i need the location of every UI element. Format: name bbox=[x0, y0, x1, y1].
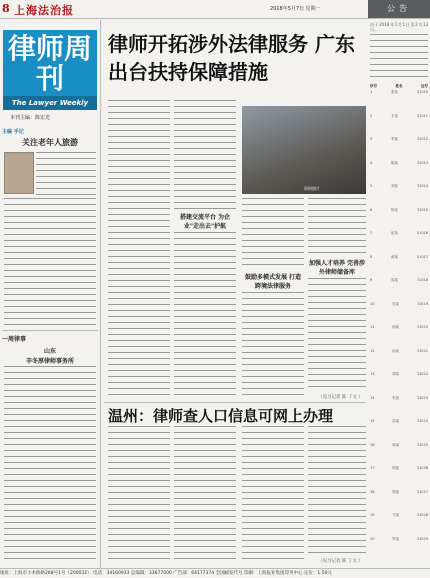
table-cell: 13 bbox=[370, 372, 375, 376]
body-col-4a bbox=[308, 198, 366, 254]
table-cell: 19 bbox=[370, 513, 375, 517]
column-title: 关注老年人旅游 bbox=[22, 138, 78, 147]
table-cell: 17 bbox=[370, 466, 375, 470]
table-cell: 31020 bbox=[416, 325, 428, 329]
table-cell: 31021 bbox=[416, 348, 428, 353]
body-col-4b bbox=[308, 278, 366, 390]
article-photo bbox=[242, 106, 366, 194]
dateline: 2018年5月7日 星期一 bbox=[270, 6, 321, 12]
table-row bbox=[370, 137, 428, 141]
table-cell: 高某 bbox=[392, 419, 400, 423]
notice-intro: 由于2018年1月1日至2月13日... bbox=[370, 22, 428, 32]
table-cell: 11 bbox=[370, 325, 375, 329]
table-row bbox=[370, 90, 428, 94]
page-number: 8 bbox=[2, 2, 10, 15]
bottom-credit: （见习记者 陈 丁文 ） bbox=[318, 559, 363, 564]
table-row bbox=[370, 396, 428, 400]
brand-title: 律师周刊 bbox=[7, 32, 92, 95]
table-cell: 7 bbox=[370, 231, 373, 235]
table-cell: 郭某 bbox=[392, 489, 400, 494]
table-row bbox=[370, 302, 428, 306]
sidebar-sub1: 山东 bbox=[43, 348, 56, 355]
table-cell: 胡某 bbox=[392, 372, 400, 376]
table-row bbox=[370, 114, 428, 118]
table-cell: 31010 bbox=[416, 90, 428, 94]
table-cell: 15 bbox=[370, 419, 375, 423]
table-cell: 张某 bbox=[391, 90, 399, 94]
column-label: 主编 手记 bbox=[2, 129, 24, 135]
masthead: 上海法治报 bbox=[14, 4, 74, 17]
column-text-2 bbox=[4, 198, 96, 328]
th-id: 证号 bbox=[421, 84, 428, 88]
table-cell: 31026 bbox=[416, 466, 428, 470]
photo-credit: 资料图片 bbox=[304, 186, 320, 191]
column-text-1 bbox=[36, 152, 96, 196]
table-cell: 31029 bbox=[416, 536, 428, 541]
editor-line: 本刊主编：陈宏光 bbox=[10, 115, 51, 121]
table-row bbox=[370, 208, 428, 212]
table-cell: 31018 bbox=[416, 278, 428, 282]
table-cell: 王某 bbox=[391, 113, 399, 118]
table-row bbox=[370, 537, 428, 541]
table-row bbox=[370, 443, 428, 447]
table-cell: 14 bbox=[370, 395, 375, 400]
table-header bbox=[370, 84, 428, 88]
top-bar bbox=[0, 0, 430, 19]
table-cell: 林某 bbox=[392, 442, 400, 447]
table-cell: 孙某 bbox=[392, 348, 400, 353]
table-cell: 马某 bbox=[392, 513, 400, 517]
subhead-1: 搭建交流平台 为企业"走出去"护航 bbox=[179, 214, 231, 230]
table-cell: 朱某 bbox=[392, 395, 400, 400]
table-row bbox=[370, 466, 428, 470]
left-column bbox=[0, 20, 101, 568]
table-cell: 16 bbox=[370, 442, 375, 447]
table-cell: 陈某 bbox=[391, 160, 399, 165]
body-col-3b bbox=[242, 292, 304, 400]
table-cell: 吴某 bbox=[392, 301, 400, 306]
table-cell: 31014 bbox=[416, 184, 428, 188]
table-cell: 4 bbox=[370, 160, 373, 165]
table-cell: 31023 bbox=[416, 395, 428, 400]
table-cell: 31019 bbox=[416, 301, 428, 306]
table-cell: 李某 bbox=[391, 137, 399, 141]
brand-box bbox=[3, 30, 97, 110]
th-name: 姓名 bbox=[395, 84, 403, 88]
reporter-credit: （见习记者 陈 丁文 ） bbox=[318, 395, 363, 400]
body-col-1 bbox=[108, 100, 170, 400]
bottom-col-1 bbox=[108, 426, 170, 564]
table-cell: 8 bbox=[370, 254, 373, 259]
table-cell: 黄某 bbox=[391, 254, 399, 259]
body-col-3a bbox=[242, 198, 304, 268]
main-headline: 律师开拓涉外法律服务 广东出台扶持保障措施 bbox=[108, 32, 355, 84]
table-cell: 31012 bbox=[416, 137, 428, 141]
table-row bbox=[370, 255, 428, 259]
table-cell: 何某 bbox=[392, 466, 400, 470]
table-cell: 2 bbox=[370, 113, 373, 118]
table-cell: 罗某 bbox=[392, 536, 400, 541]
table-cell: 徐某 bbox=[392, 325, 400, 329]
notice-text bbox=[370, 34, 428, 82]
table-cell: 赵某 bbox=[391, 231, 399, 235]
table-cell: 31022 bbox=[416, 372, 428, 376]
table-cell: 杨某 bbox=[391, 207, 399, 212]
table-cell: 周某 bbox=[391, 278, 399, 282]
bottom-headline: 温州：律师查人口信息可网上办理 bbox=[108, 407, 334, 425]
table-cell: 12 bbox=[370, 348, 375, 353]
divider bbox=[2, 330, 98, 331]
table-cell: 31025 bbox=[416, 442, 428, 447]
table-row bbox=[370, 513, 428, 517]
table-row bbox=[370, 231, 428, 235]
table-cell: 6 bbox=[370, 207, 373, 212]
table-cell: 31016 bbox=[416, 231, 428, 235]
bottom-col-4 bbox=[308, 426, 366, 556]
table-cell: 5 bbox=[370, 184, 373, 188]
table-row bbox=[370, 419, 428, 423]
table-row bbox=[370, 349, 428, 353]
table-cell: 刘某 bbox=[391, 184, 399, 188]
table-row bbox=[370, 372, 428, 376]
table-row bbox=[370, 278, 428, 282]
body-col-2b bbox=[174, 232, 236, 400]
brand-en: The Lawyer Weekly bbox=[3, 96, 97, 110]
bottom-col-3 bbox=[242, 426, 304, 564]
sidebar-text bbox=[4, 366, 96, 562]
table-cell: 18 bbox=[370, 489, 375, 494]
table-cell: 31027 bbox=[416, 489, 428, 494]
table-row bbox=[370, 490, 428, 494]
section-tag: 公告 bbox=[368, 0, 430, 18]
table-cell: 10 bbox=[370, 301, 375, 306]
th-no: 序号 bbox=[370, 84, 377, 88]
bottom-col-2 bbox=[174, 426, 236, 564]
table-cell: 31015 bbox=[416, 207, 428, 212]
table-cell: 9 bbox=[370, 278, 373, 282]
notice-column bbox=[368, 20, 430, 568]
sidebar-sub2: 辛冬厚律师事务所 bbox=[25, 358, 74, 365]
table-cell: 20 bbox=[370, 536, 375, 541]
table-row bbox=[370, 184, 428, 188]
table-row bbox=[370, 325, 428, 329]
author-portrait bbox=[4, 152, 34, 194]
table-cell: 31024 bbox=[416, 419, 428, 423]
body-col-2a bbox=[174, 100, 236, 210]
divider bbox=[104, 402, 366, 403]
table-row bbox=[370, 161, 428, 165]
table-cell: 1 bbox=[370, 90, 373, 94]
table-cell: 31011 bbox=[416, 113, 428, 118]
sidebar-head: 一周律事 bbox=[2, 336, 27, 343]
table-cell: 31028 bbox=[416, 513, 428, 517]
table-cell: 3 bbox=[370, 137, 373, 141]
table-cell: 31017 bbox=[416, 254, 428, 259]
subhead-2: 鼓励多模式发展 打造跨境法律服务 bbox=[244, 274, 302, 290]
subhead-3: 加强人才培养 完善涉外律师储备库 bbox=[308, 260, 366, 276]
table-cell: 31013 bbox=[416, 160, 428, 165]
footer-bar: 地址：上海市小木桥路268号1号（200032） 电话：34160933 总编辑：33677000 广告部：64177374 全国邮发代号 印刷：上海报业集团印务中心 定价：1.50元 bbox=[0, 568, 430, 578]
